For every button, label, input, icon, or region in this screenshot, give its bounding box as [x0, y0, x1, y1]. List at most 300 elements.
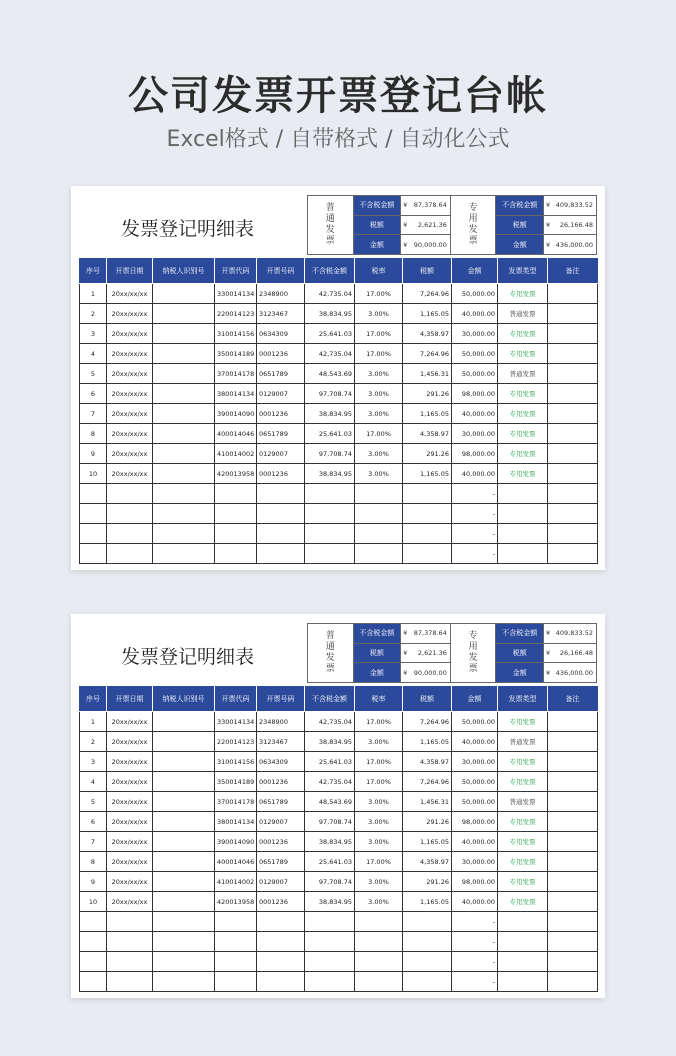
number-cell[interactable]: 0001236 — [257, 772, 305, 792]
remark-cell[interactable] — [548, 852, 598, 872]
tax-cell[interactable] — [403, 524, 452, 544]
net-amount-cell[interactable]: 42,735.04 — [305, 772, 355, 792]
remark-cell[interactable] — [548, 484, 598, 504]
tax-cell[interactable]: 4,358.97 — [403, 852, 452, 872]
tax-cell[interactable]: 4,358.97 — [403, 752, 452, 772]
date-cell[interactable]: 20xx/xx/xx — [107, 464, 153, 484]
amount-cell[interactable]: 98,000.00 — [452, 384, 498, 404]
code-cell[interactable]: 220014123 — [215, 732, 257, 752]
code-cell[interactable]: 380014134 — [215, 812, 257, 832]
no-cell[interactable] — [80, 932, 107, 952]
number-cell[interactable] — [257, 484, 305, 504]
tax-cell[interactable] — [403, 544, 452, 564]
no-cell[interactable] — [80, 952, 107, 972]
tax-cell[interactable]: 7,264.96 — [403, 772, 452, 792]
taxid-cell[interactable] — [153, 712, 215, 732]
code-cell[interactable] — [215, 932, 257, 952]
number-cell[interactable]: 0651789 — [257, 424, 305, 444]
amount-cell[interactable]: 98,000.00 — [452, 872, 498, 892]
tax-cell[interactable]: 1,456.31 — [403, 792, 452, 812]
date-cell[interactable]: 20xx/xx/xx — [107, 732, 153, 752]
type-cell[interactable]: 普通发票 — [498, 732, 548, 752]
tax-rate-cell[interactable] — [355, 972, 403, 992]
type-cell[interactable]: 专用发票 — [498, 444, 548, 464]
type-cell[interactable]: 专用发票 — [498, 772, 548, 792]
tax-cell[interactable]: 1,456.31 — [403, 364, 452, 384]
number-cell[interactable]: 0651789 — [257, 792, 305, 812]
amount-cell[interactable]: - — [452, 932, 498, 952]
tax-cell[interactable]: 1,165.05 — [403, 404, 452, 424]
code-cell[interactable]: 350014189 — [215, 772, 257, 792]
code-cell[interactable]: 370014178 — [215, 792, 257, 812]
date-cell[interactable] — [107, 524, 153, 544]
remark-cell[interactable] — [548, 792, 598, 812]
code-cell[interactable] — [215, 524, 257, 544]
taxid-cell[interactable] — [153, 932, 215, 952]
tax-cell[interactable] — [403, 972, 452, 992]
type-cell[interactable]: 专用发票 — [498, 384, 548, 404]
no-cell[interactable] — [80, 504, 107, 524]
code-cell[interactable]: 390014090 — [215, 404, 257, 424]
amount-cell[interactable]: 50,000.00 — [452, 712, 498, 732]
number-cell[interactable] — [257, 524, 305, 544]
remark-cell[interactable] — [548, 952, 598, 972]
amount-cell[interactable]: 40,000.00 — [452, 404, 498, 424]
tax-cell[interactable]: 7,264.96 — [403, 284, 452, 304]
net-amount-cell[interactable]: 25,641.03 — [305, 752, 355, 772]
type-cell[interactable]: 专用发票 — [498, 852, 548, 872]
number-cell[interactable]: 0634309 — [257, 324, 305, 344]
amount-cell[interactable]: 50,000.00 — [452, 284, 498, 304]
net-amount-cell[interactable]: 42,735.04 — [305, 712, 355, 732]
no-cell[interactable] — [80, 912, 107, 932]
tax-cell[interactable]: 291.26 — [403, 444, 452, 464]
code-cell[interactable] — [215, 504, 257, 524]
no-cell[interactable]: 1 — [80, 284, 107, 304]
no-cell[interactable]: 6 — [80, 384, 107, 404]
amount-cell[interactable]: 30,000.00 — [452, 752, 498, 772]
code-cell[interactable]: 410014002 — [215, 872, 257, 892]
tax-rate-cell[interactable]: 3.00% — [355, 304, 403, 324]
code-cell[interactable]: 220014123 — [215, 304, 257, 324]
taxid-cell[interactable] — [153, 832, 215, 852]
taxid-cell[interactable] — [153, 972, 215, 992]
number-cell[interactable]: 3123467 — [257, 732, 305, 752]
amount-cell[interactable]: 50,000.00 — [452, 792, 498, 812]
remark-cell[interactable] — [548, 712, 598, 732]
tax-cell[interactable]: 4,358.97 — [403, 324, 452, 344]
tax-rate-cell[interactable]: 3.00% — [355, 792, 403, 812]
date-cell[interactable]: 20xx/xx/xx — [107, 404, 153, 424]
date-cell[interactable]: 20xx/xx/xx — [107, 712, 153, 732]
remark-cell[interactable] — [548, 832, 598, 852]
number-cell[interactable]: 0129007 — [257, 812, 305, 832]
tax-rate-cell[interactable] — [355, 912, 403, 932]
type-cell[interactable]: 专用发票 — [498, 324, 548, 344]
number-cell[interactable] — [257, 932, 305, 952]
no-cell[interactable]: 8 — [80, 852, 107, 872]
remark-cell[interactable] — [548, 304, 598, 324]
tax-cell[interactable] — [403, 484, 452, 504]
remark-cell[interactable] — [548, 892, 598, 912]
tax-rate-cell[interactable]: 17.00% — [355, 752, 403, 772]
number-cell[interactable]: 0001236 — [257, 404, 305, 424]
tax-cell[interactable] — [403, 912, 452, 932]
type-cell[interactable] — [498, 932, 548, 952]
type-cell[interactable] — [498, 504, 548, 524]
date-cell[interactable]: 20xx/xx/xx — [107, 892, 153, 912]
tax-rate-cell[interactable]: 17.00% — [355, 712, 403, 732]
tax-rate-cell[interactable]: 3.00% — [355, 384, 403, 404]
net-amount-cell[interactable] — [305, 912, 355, 932]
amount-cell[interactable]: 50,000.00 — [452, 772, 498, 792]
date-cell[interactable]: 20xx/xx/xx — [107, 752, 153, 772]
type-cell[interactable]: 普通发票 — [498, 792, 548, 812]
taxid-cell[interactable] — [153, 544, 215, 564]
taxid-cell[interactable] — [153, 304, 215, 324]
amount-cell[interactable]: 30,000.00 — [452, 852, 498, 872]
tax-rate-cell[interactable]: 3.00% — [355, 832, 403, 852]
amount-cell[interactable]: 40,000.00 — [452, 304, 498, 324]
no-cell[interactable]: 1 — [80, 712, 107, 732]
date-cell[interactable]: 20xx/xx/xx — [107, 324, 153, 344]
remark-cell[interactable] — [548, 524, 598, 544]
code-cell[interactable] — [215, 912, 257, 932]
date-cell[interactable] — [107, 484, 153, 504]
date-cell[interactable]: 20xx/xx/xx — [107, 792, 153, 812]
amount-cell[interactable]: - — [452, 952, 498, 972]
type-cell[interactable]: 专用发票 — [498, 752, 548, 772]
no-cell[interactable] — [80, 544, 107, 564]
amount-cell[interactable]: - — [452, 972, 498, 992]
date-cell[interactable]: 20xx/xx/xx — [107, 872, 153, 892]
number-cell[interactable]: 0651789 — [257, 852, 305, 872]
type-cell[interactable]: 专用发票 — [498, 812, 548, 832]
date-cell[interactable]: 20xx/xx/xx — [107, 344, 153, 364]
tax-rate-cell[interactable] — [355, 504, 403, 524]
date-cell[interactable] — [107, 952, 153, 972]
net-amount-cell[interactable] — [305, 932, 355, 952]
tax-rate-cell[interactable]: 3.00% — [355, 364, 403, 384]
net-amount-cell[interactable]: 25,641.03 — [305, 852, 355, 872]
taxid-cell[interactable] — [153, 464, 215, 484]
tax-cell[interactable] — [403, 504, 452, 524]
amount-cell[interactable]: 98,000.00 — [452, 812, 498, 832]
taxid-cell[interactable] — [153, 444, 215, 464]
type-cell[interactable] — [498, 544, 548, 564]
remark-cell[interactable] — [548, 284, 598, 304]
number-cell[interactable] — [257, 912, 305, 932]
code-cell[interactable] — [215, 484, 257, 504]
number-cell[interactable] — [257, 952, 305, 972]
date-cell[interactable]: 20xx/xx/xx — [107, 284, 153, 304]
type-cell[interactable]: 普通发票 — [498, 304, 548, 324]
type-cell[interactable] — [498, 484, 548, 504]
code-cell[interactable]: 420013958 — [215, 892, 257, 912]
remark-cell[interactable] — [548, 544, 598, 564]
tax-rate-cell[interactable]: 17.00% — [355, 344, 403, 364]
code-cell[interactable]: 420013958 — [215, 464, 257, 484]
no-cell[interactable]: 9 — [80, 872, 107, 892]
net-amount-cell[interactable] — [305, 952, 355, 972]
remark-cell[interactable] — [548, 344, 598, 364]
number-cell[interactable]: 0001236 — [257, 464, 305, 484]
amount-cell[interactable]: 40,000.00 — [452, 892, 498, 912]
no-cell[interactable]: 10 — [80, 892, 107, 912]
amount-cell[interactable]: - — [452, 484, 498, 504]
tax-rate-cell[interactable]: 17.00% — [355, 424, 403, 444]
tax-cell[interactable]: 1,165.05 — [403, 892, 452, 912]
remark-cell[interactable] — [548, 404, 598, 424]
net-amount-cell[interactable]: 38,834.95 — [305, 732, 355, 752]
amount-cell[interactable]: - — [452, 504, 498, 524]
tax-rate-cell[interactable]: 3.00% — [355, 872, 403, 892]
net-amount-cell[interactable]: 42,735.04 — [305, 344, 355, 364]
taxid-cell[interactable] — [153, 364, 215, 384]
net-amount-cell[interactable]: 38,834.95 — [305, 832, 355, 852]
taxid-cell[interactable] — [153, 852, 215, 872]
amount-cell[interactable]: 30,000.00 — [452, 424, 498, 444]
remark-cell[interactable] — [548, 732, 598, 752]
no-cell[interactable]: 6 — [80, 812, 107, 832]
tax-rate-cell[interactable]: 3.00% — [355, 812, 403, 832]
remark-cell[interactable] — [548, 444, 598, 464]
net-amount-cell[interactable]: 38,834.95 — [305, 892, 355, 912]
type-cell[interactable]: 专用发票 — [498, 424, 548, 444]
date-cell[interactable]: 20xx/xx/xx — [107, 424, 153, 444]
taxid-cell[interactable] — [153, 952, 215, 972]
no-cell[interactable] — [80, 972, 107, 992]
no-cell[interactable]: 3 — [80, 324, 107, 344]
code-cell[interactable]: 310014156 — [215, 752, 257, 772]
amount-cell[interactable]: 50,000.00 — [452, 344, 498, 364]
type-cell[interactable]: 专用发票 — [498, 344, 548, 364]
number-cell[interactable]: 0001236 — [257, 892, 305, 912]
amount-cell[interactable]: 40,000.00 — [452, 832, 498, 852]
remark-cell[interactable] — [548, 912, 598, 932]
tax-rate-cell[interactable]: 3.00% — [355, 464, 403, 484]
tax-rate-cell[interactable]: 3.00% — [355, 732, 403, 752]
code-cell[interactable] — [215, 544, 257, 564]
code-cell[interactable]: 330014134 — [215, 284, 257, 304]
type-cell[interactable]: 专用发票 — [498, 872, 548, 892]
code-cell[interactable]: 330014134 — [215, 712, 257, 732]
no-cell[interactable]: 9 — [80, 444, 107, 464]
no-cell[interactable]: 10 — [80, 464, 107, 484]
taxid-cell[interactable] — [153, 732, 215, 752]
taxid-cell[interactable] — [153, 892, 215, 912]
tax-rate-cell[interactable] — [355, 524, 403, 544]
date-cell[interactable]: 20xx/xx/xx — [107, 852, 153, 872]
net-amount-cell[interactable]: 97,708.74 — [305, 812, 355, 832]
date-cell[interactable]: 20xx/xx/xx — [107, 444, 153, 464]
date-cell[interactable]: 20xx/xx/xx — [107, 364, 153, 384]
tax-cell[interactable]: 1,165.05 — [403, 464, 452, 484]
code-cell[interactable]: 370014178 — [215, 364, 257, 384]
net-amount-cell[interactable]: 97,708.74 — [305, 384, 355, 404]
tax-cell[interactable]: 7,264.96 — [403, 712, 452, 732]
no-cell[interactable]: 7 — [80, 832, 107, 852]
code-cell[interactable]: 400014046 — [215, 852, 257, 872]
remark-cell[interactable] — [548, 972, 598, 992]
no-cell[interactable]: 5 — [80, 364, 107, 384]
type-cell[interactable]: 专用发票 — [498, 464, 548, 484]
date-cell[interactable]: 20xx/xx/xx — [107, 304, 153, 324]
tax-cell[interactable] — [403, 952, 452, 972]
tax-rate-cell[interactable]: 17.00% — [355, 852, 403, 872]
amount-cell[interactable]: 30,000.00 — [452, 324, 498, 344]
amount-cell[interactable]: - — [452, 544, 498, 564]
tax-cell[interactable]: 291.26 — [403, 812, 452, 832]
net-amount-cell[interactable]: 38,834.95 — [305, 404, 355, 424]
amount-cell[interactable]: - — [452, 524, 498, 544]
taxid-cell[interactable] — [153, 344, 215, 364]
number-cell[interactable]: 3123467 — [257, 304, 305, 324]
number-cell[interactable]: 2348900 — [257, 712, 305, 732]
amount-cell[interactable]: 40,000.00 — [452, 464, 498, 484]
remark-cell[interactable] — [548, 772, 598, 792]
code-cell[interactable]: 380014134 — [215, 384, 257, 404]
taxid-cell[interactable] — [153, 912, 215, 932]
remark-cell[interactable] — [548, 324, 598, 344]
number-cell[interactable]: 0129007 — [257, 384, 305, 404]
taxid-cell[interactable] — [153, 772, 215, 792]
date-cell[interactable]: 20xx/xx/xx — [107, 812, 153, 832]
tax-rate-cell[interactable]: 17.00% — [355, 772, 403, 792]
code-cell[interactable] — [215, 952, 257, 972]
tax-cell[interactable]: 1,165.05 — [403, 832, 452, 852]
date-cell[interactable]: 20xx/xx/xx — [107, 384, 153, 404]
type-cell[interactable] — [498, 972, 548, 992]
taxid-cell[interactable] — [153, 752, 215, 772]
taxid-cell[interactable] — [153, 812, 215, 832]
number-cell[interactable] — [257, 504, 305, 524]
net-amount-cell[interactable] — [305, 544, 355, 564]
code-cell[interactable]: 400014046 — [215, 424, 257, 444]
net-amount-cell[interactable] — [305, 504, 355, 524]
taxid-cell[interactable] — [153, 324, 215, 344]
code-cell[interactable]: 390014090 — [215, 832, 257, 852]
net-amount-cell[interactable]: 97,708.74 — [305, 444, 355, 464]
net-amount-cell[interactable]: 25,641.03 — [305, 424, 355, 444]
date-cell[interactable]: 20xx/xx/xx — [107, 832, 153, 852]
tax-cell[interactable]: 291.26 — [403, 872, 452, 892]
type-cell[interactable]: 专用发票 — [498, 404, 548, 424]
type-cell[interactable] — [498, 912, 548, 932]
code-cell[interactable]: 410014002 — [215, 444, 257, 464]
remark-cell[interactable] — [548, 752, 598, 772]
taxid-cell[interactable] — [153, 404, 215, 424]
net-amount-cell[interactable]: 97,708.74 — [305, 872, 355, 892]
type-cell[interactable]: 专用发票 — [498, 284, 548, 304]
taxid-cell[interactable] — [153, 284, 215, 304]
tax-rate-cell[interactable]: 3.00% — [355, 444, 403, 464]
tax-cell[interactable]: 291.26 — [403, 384, 452, 404]
net-amount-cell[interactable]: 42,735.04 — [305, 284, 355, 304]
number-cell[interactable] — [257, 972, 305, 992]
no-cell[interactable]: 7 — [80, 404, 107, 424]
amount-cell[interactable]: 40,000.00 — [452, 732, 498, 752]
taxid-cell[interactable] — [153, 504, 215, 524]
net-amount-cell[interactable]: 48,543.69 — [305, 364, 355, 384]
remark-cell[interactable] — [548, 424, 598, 444]
no-cell[interactable] — [80, 484, 107, 504]
net-amount-cell[interactable] — [305, 484, 355, 504]
number-cell[interactable]: 0129007 — [257, 444, 305, 464]
no-cell[interactable]: 4 — [80, 344, 107, 364]
type-cell[interactable]: 专用发票 — [498, 892, 548, 912]
remark-cell[interactable] — [548, 504, 598, 524]
remark-cell[interactable] — [548, 464, 598, 484]
taxid-cell[interactable] — [153, 872, 215, 892]
tax-rate-cell[interactable]: 3.00% — [355, 404, 403, 424]
date-cell[interactable] — [107, 932, 153, 952]
no-cell[interactable]: 4 — [80, 772, 107, 792]
type-cell[interactable] — [498, 952, 548, 972]
no-cell[interactable]: 2 — [80, 304, 107, 324]
number-cell[interactable]: 0001236 — [257, 832, 305, 852]
taxid-cell[interactable] — [153, 424, 215, 444]
date-cell[interactable] — [107, 544, 153, 564]
remark-cell[interactable] — [548, 812, 598, 832]
remark-cell[interactable] — [548, 872, 598, 892]
code-cell[interactable]: 350014189 — [215, 344, 257, 364]
net-amount-cell[interactable] — [305, 972, 355, 992]
no-cell[interactable]: 8 — [80, 424, 107, 444]
tax-cell[interactable]: 7,264.96 — [403, 344, 452, 364]
no-cell[interactable]: 2 — [80, 732, 107, 752]
amount-cell[interactable]: 98,000.00 — [452, 444, 498, 464]
tax-rate-cell[interactable] — [355, 952, 403, 972]
code-cell[interactable] — [215, 972, 257, 992]
type-cell[interactable]: 专用发票 — [498, 712, 548, 732]
net-amount-cell[interactable] — [305, 524, 355, 544]
remark-cell[interactable] — [548, 932, 598, 952]
no-cell[interactable] — [80, 524, 107, 544]
tax-rate-cell[interactable] — [355, 932, 403, 952]
number-cell[interactable]: 0001236 — [257, 344, 305, 364]
number-cell[interactable]: 0651789 — [257, 364, 305, 384]
taxid-cell[interactable] — [153, 384, 215, 404]
remark-cell[interactable] — [548, 384, 598, 404]
tax-rate-cell[interactable]: 3.00% — [355, 892, 403, 912]
net-amount-cell[interactable]: 38,834.95 — [305, 464, 355, 484]
net-amount-cell[interactable]: 48,543.69 — [305, 792, 355, 812]
tax-cell[interactable]: 4,358.97 — [403, 424, 452, 444]
code-cell[interactable]: 310014156 — [215, 324, 257, 344]
taxid-cell[interactable] — [153, 792, 215, 812]
amount-cell[interactable]: 50,000.00 — [452, 364, 498, 384]
tax-cell[interactable] — [403, 932, 452, 952]
amount-cell[interactable]: - — [452, 912, 498, 932]
date-cell[interactable] — [107, 972, 153, 992]
tax-rate-cell[interactable] — [355, 544, 403, 564]
type-cell[interactable]: 专用发票 — [498, 832, 548, 852]
tax-cell[interactable]: 1,165.05 — [403, 732, 452, 752]
date-cell[interactable]: 20xx/xx/xx — [107, 772, 153, 792]
net-amount-cell[interactable]: 38,834.95 — [305, 304, 355, 324]
tax-cell[interactable]: 1,165.05 — [403, 304, 452, 324]
tax-rate-cell[interactable] — [355, 484, 403, 504]
date-cell[interactable] — [107, 504, 153, 524]
taxid-cell[interactable] — [153, 484, 215, 504]
number-cell[interactable]: 2348900 — [257, 284, 305, 304]
number-cell[interactable]: 0634309 — [257, 752, 305, 772]
type-cell[interactable] — [498, 524, 548, 544]
no-cell[interactable]: 5 — [80, 792, 107, 812]
number-cell[interactable] — [257, 544, 305, 564]
no-cell[interactable]: 3 — [80, 752, 107, 772]
